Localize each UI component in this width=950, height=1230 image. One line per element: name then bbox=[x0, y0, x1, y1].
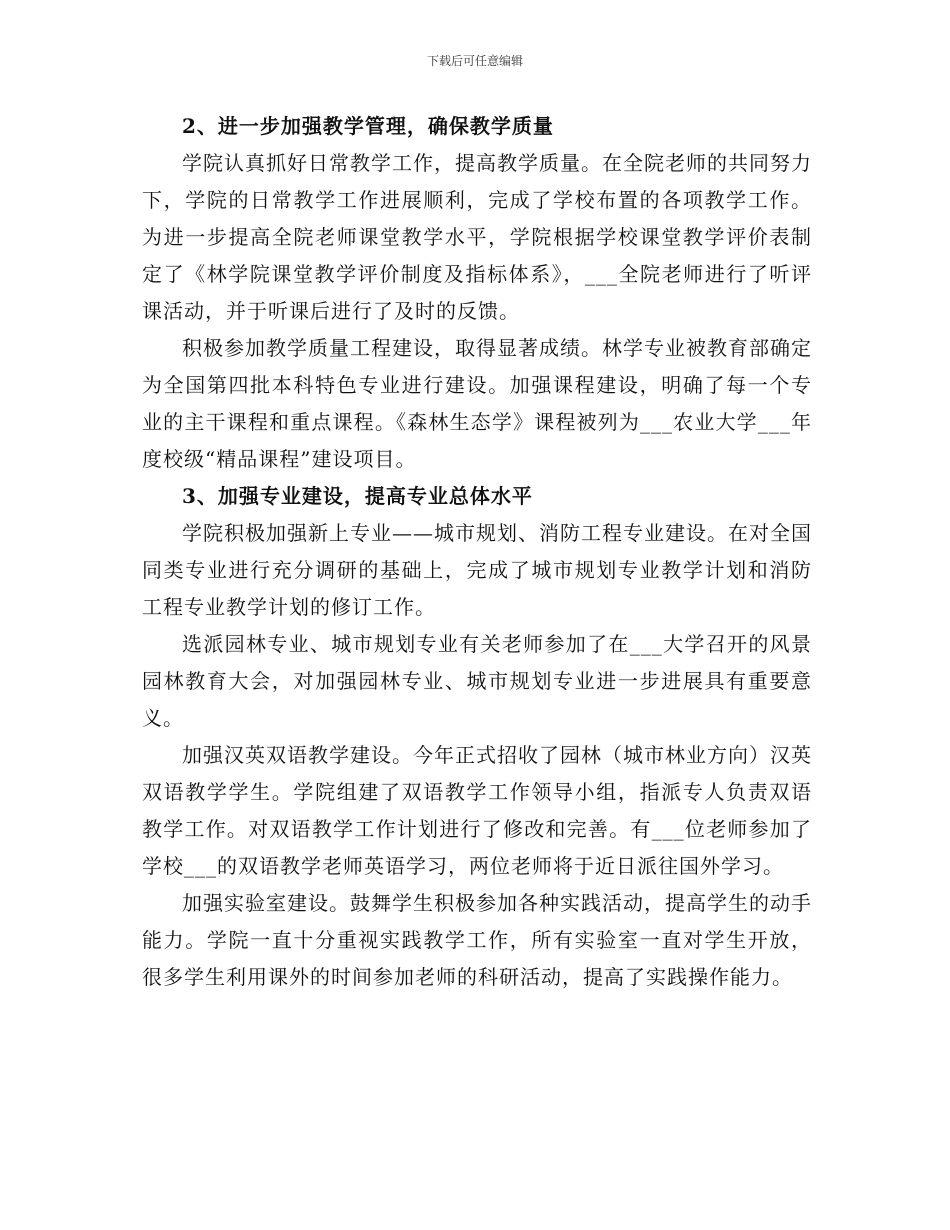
document-body bbox=[142, 108, 812, 996]
paragraph: 加强实验室建设。鼓舞学生积极参加各种实践活动，提高学生的动手能力。学院一直十分重视实践教学工作，所有实验室一直对学生开放，很多学生利用课外的时间参加老师的科研活动，提高了实践操作能力。 bbox=[142, 891, 812, 989]
paragraph: 学院积极加强新上专业——城市规划、消防工程专业建设。在对全国同类专业进行充分调研的基础上，完成了城市规划专业教学计划和消防工程专业教学计划的修订工作。 bbox=[142, 521, 812, 619]
section-heading: 2、进一步加强教学管理，确保教学质量 bbox=[182, 114, 554, 138]
section-heading: 3、加强专业建设，提高专业总体水平 bbox=[182, 484, 533, 508]
paragraph: 积极参加教学质量工程建设，取得显著成绩。林学专业被教育部确定为全国第四批本科特色专业进行建设。加强课程建设，明确了每一个专业的主干课程和重点课程。《森林生态学》课程被列为___农业大学___年度校级“精品课程”建设项目。 bbox=[142, 336, 812, 471]
paragraph: 学院认真抓好日常教学工作，提高教学质量。在全院老师的共同努力下，学院的日常教学工作进展顺利，完成了学校布置的各项教学工作。为进一步提高全院老师课堂教学水平，学院根据学校课堂教学评价表制定了《林学院课堂教学评价制度及指标体系》，___全院老师进行了听评课活动，并于听课后进行了及时的反馈。 bbox=[142, 151, 812, 323]
page-header: 下载后可任意编辑 bbox=[426, 54, 523, 68]
paragraph: 选派园林专业、城市规划专业有关老师参加了在___大学召开的风景园林教育大会，对加强园林专业、城市规划专业进一步进展具有重要意义。 bbox=[142, 632, 812, 730]
paragraph: 加强汉英双语教学建设。今年正式招收了园林（城市林业方向）汉英双语教学学生。学院组建了双语教学工作领导小组，指派专人负责双语教学工作。对双语教学工作计划进行了修改和完善。有___位老师参加了学校___的双语教学老师英语学习，两位老师将于近日派往国外学习。 bbox=[142, 743, 812, 878]
